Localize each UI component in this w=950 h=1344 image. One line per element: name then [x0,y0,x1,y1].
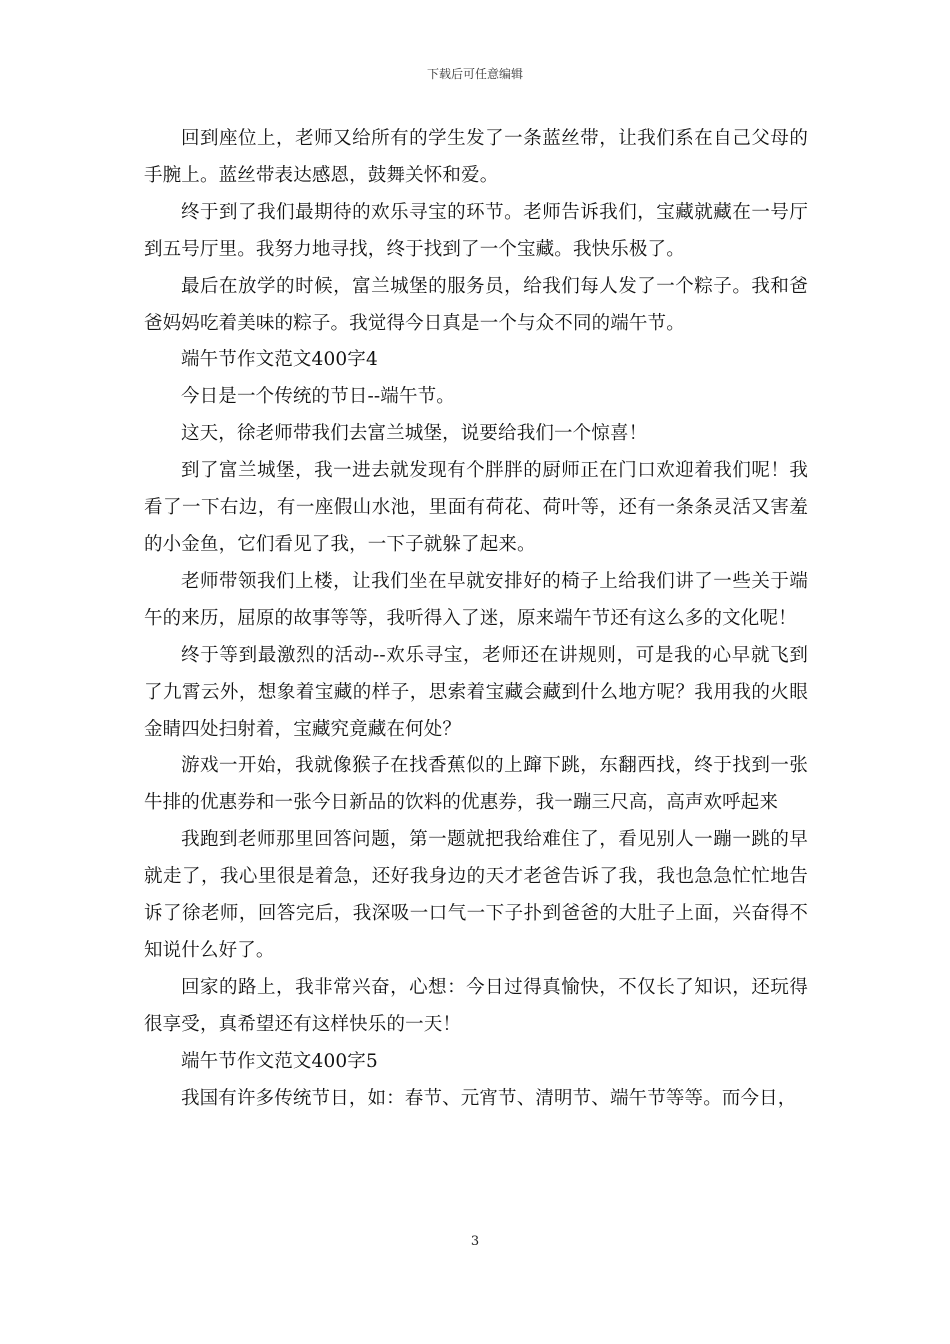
paragraph: 到了富兰城堡，我一进去就发现有个胖胖的厨师正在门口欢迎着我们呢！我看了一下右边，有一座假山水池，里面有荷花、荷叶等，还有一条条灵活又害羞的小金鱼，它们看见了我，一下子就躲了起来。 [144,460,808,555]
paragraph: 这天，徐老师带我们去富兰城堡，说要给我们一个惊喜！ [181,423,648,445]
section-heading: 端午节作文范文400字5 [181,1050,378,1072]
paragraph: 老师带领我们上楼，让我们坐在早就安排好的椅子上给我们讲了一些关于端午的来历，屈原的故事等等，我听得入了迷，原来端午节还有这么多的文化呢！ [144,570,808,629]
section-heading: 端午节作文范文400字4 [181,349,378,371]
paragraph: 回家的路上，我非常兴奋，心想：今日过得真愉快，不仅长了知识，还玩得很享受，真希望还有这样快乐的一天！ [144,976,808,1035]
paragraph: 游戏一开始，我就像猴子在找香蕉似的上蹿下跳，东翻西找，终于找到一张牛排的优惠券和一张今日新品的饮料的优惠券，我一蹦三尺高，高声欢呼起来 [144,755,808,814]
paragraph: 我跑到老师那里回答问题，第一题就把我给难住了，看见别人一蹦一跳的早就走了，我心里很是着急，还好我身边的天才老爸告诉了我，我也急急忙忙地告诉了徐老师，回答完后，我深吸一口气一下子扑到爸爸的大肚子上面，兴奋得不知说什么好了。 [144,829,808,961]
document-body [144,121,808,1117]
paragraph: 终于到了我们最期待的欢乐寻宝的环节。老师告诉我们，宝藏就藏在一号厅到五号厅里。我努力地寻找，终于找到了一个宝藏。我快乐极了。 [144,201,808,260]
page-number: 3 [470,1234,480,1249]
paragraph: 终于等到最激烈的活动--欢乐寻宝，老师还在讲规则，可是我的心早就飞到了九霄云外，想象着宝藏的样子，思索着宝藏会藏到什么地方呢？我用我的火眼金睛四处扫射着，宝藏究竟藏在何处？ [144,644,808,740]
paragraph: 今日是一个传统的节日--端午节。 [181,386,455,408]
paragraph: 我国有许多传统节日，如：春节、元宵节、清明节、端午节等等。而今日， [181,1087,797,1109]
page-header: 下载后可任意编辑 [426,67,523,81]
paragraph: 最后在放学的时候，富兰城堡的服务员，给我们每人发了一个粽子。我和爸爸妈妈吃着美味的粽子。我觉得今日真是一个与众不同的端午节。 [144,275,808,334]
paragraph: 回到座位上，老师又给所有的学生发了一条蓝丝带，让我们系在自己父母的手腕上。蓝丝带表达感恩，鼓舞关怀和爱。 [144,128,808,186]
